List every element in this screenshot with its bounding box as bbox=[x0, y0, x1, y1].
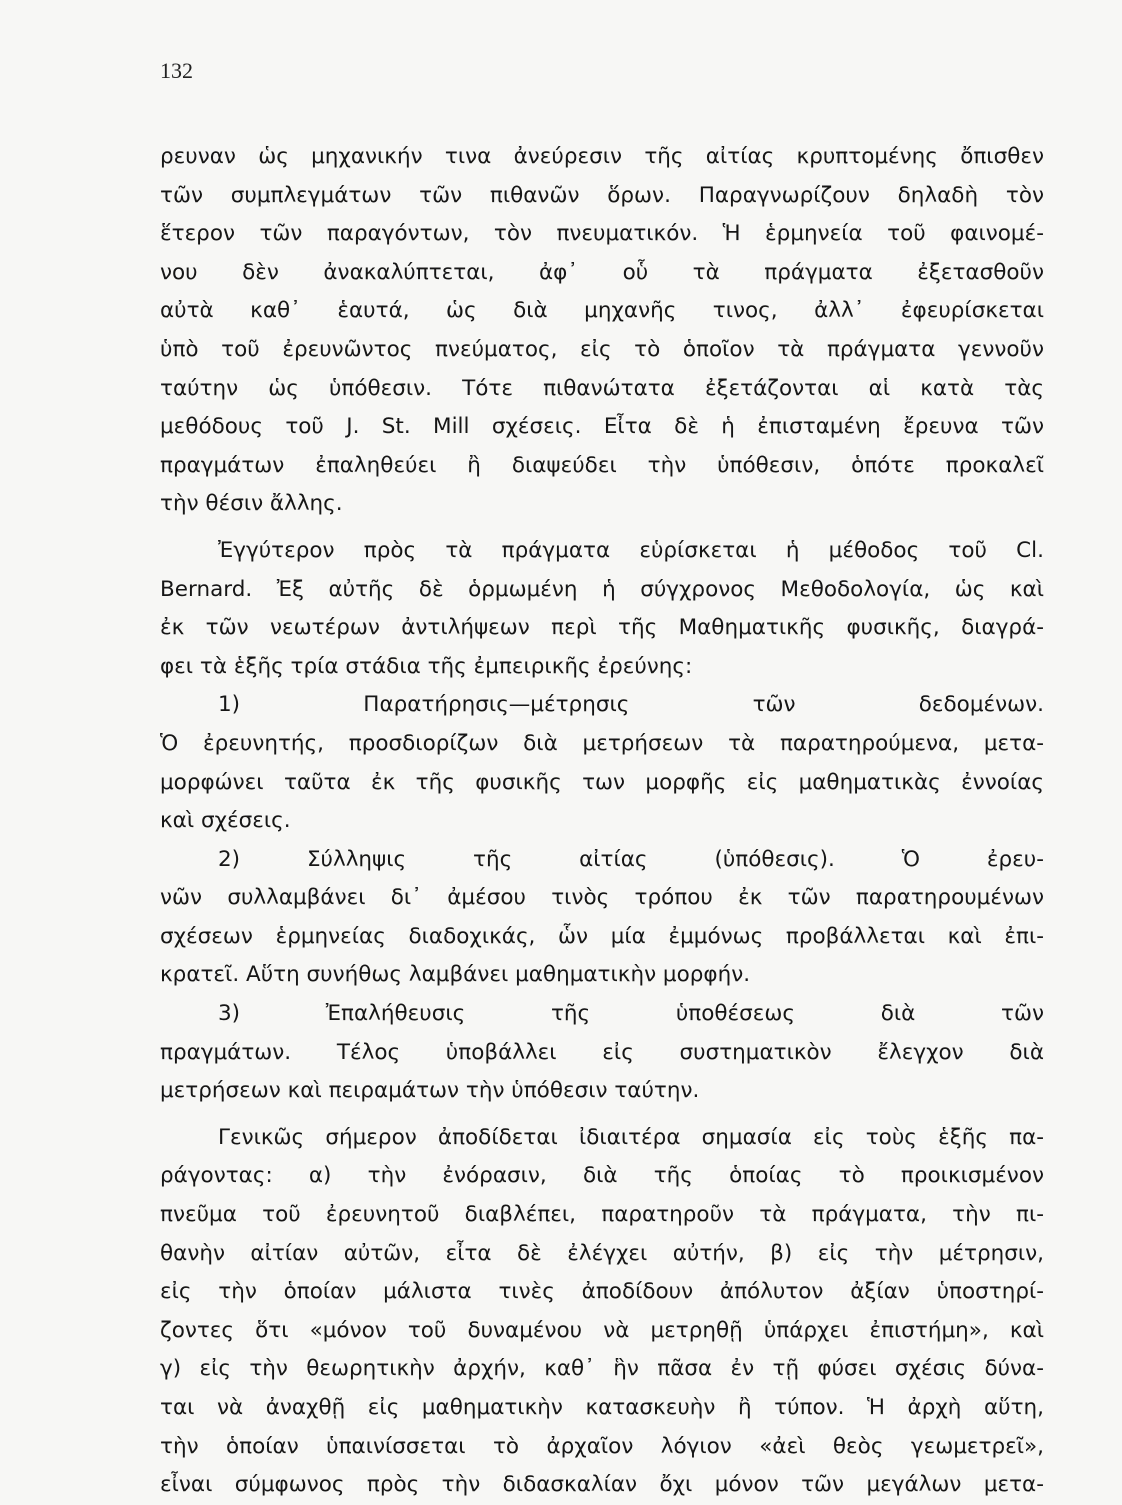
text-line: κρατεῖ. Αὕτη συνήθως λαμβάνει μαθηματικὴν μορφήν. bbox=[160, 962, 751, 988]
body-text bbox=[160, 138, 1044, 1505]
text-line: Ἐγγύτερον πρὸς τὰ πράγματα εὑρίσκεται ἡ μέθοδος τοῦ Cl. bbox=[218, 537, 1044, 563]
text-line: ρευναν ὡς μηχανικήν τινα ἀνεύρεσιν τῆς αἰτίας κρυπτομένης ὄπισθεν bbox=[160, 144, 1044, 169]
text-line: μορφώνει ταῦτα ἐκ τῆς φυσικῆς των μορφῆς εἰς μαθηματικὰς ἐννοίας bbox=[160, 769, 1044, 795]
text-line: νου δὲν ἀνακαλύπτεται, ἀφ᾽ οὗ τὰ πράγματα ἐξετασθοῦν bbox=[160, 259, 1044, 285]
text-line: ράγοντας: α) τὴν ἐνόρασιν, διὰ τῆς ὁποίας τὸ προικισμένον bbox=[160, 1163, 1044, 1189]
paragraph-gap bbox=[160, 524, 1044, 532]
text-line: εἰς τὴν ὁποίαν μάλιστα τινὲς ἀποδίδουν ἀπόλυτον ἀξίαν ὑποστηρί- bbox=[160, 1279, 1044, 1305]
text-line: θανὴν αἰτίαν αὐτῶν, εἶτα δὲ ἐλέγχει αὐτήν, β) εἰς τὴν μέτρησιν, bbox=[160, 1240, 1044, 1266]
text-line: ὑπὸ τοῦ ἐρευνῶντος πνεύματος, εἰς τὸ ὁποῖον τὰ πράγματα γεννοῦν bbox=[160, 336, 1044, 362]
text-line: Γενικῶς σήμερον ἀποδίδεται ἰδιαιτέρα σημασία εἰς τοὺς ἑξῆς πα- bbox=[218, 1124, 1044, 1150]
text-line: αὐτὰ καθ᾽ ἑαυτά, ὡς διὰ μηχανῆς τινος, ἀλλ᾽ ἐφευρίσκεται bbox=[160, 298, 1044, 324]
text-line: τὴν ὁποίαν ὑπαινίσσεται τὸ ἀρχαῖον λόγιον «ἀεὶ θεὸς γεωμετρεῖ», bbox=[160, 1433, 1044, 1459]
paragraph-gap bbox=[160, 1111, 1044, 1119]
text-line: μετρήσεων καὶ πειραμάτων τὴν ὑπόθεσιν ταύτην. bbox=[160, 1078, 700, 1104]
text-line: ταύτην ὡς ὑπόθεσιν. Τότε πιθανώτατα ἐξετάζονται αἱ κατὰ τὰς bbox=[160, 375, 1044, 401]
text-line: 2) Σύλληψις τῆς αἰτίας (ὑπόθεσις). Ὁ ἐρευ- bbox=[218, 846, 1044, 872]
text-line: ἐκ τῶν νεωτέρων ἀντιλήψεων περὶ τῆς Μαθηματικῆς φυσικῆς, διαγρά- bbox=[160, 615, 1044, 641]
text-line: πραγμάτων. Τέλος ὑποβάλλει εἰς συστηματικὸν ἔλεγχον διὰ bbox=[160, 1039, 1044, 1065]
text-line: νῶν συλλαμβάνει δι᾽ ἀμέσου τινὸς τρόπου ἐκ τῶν παρατηρουμένων bbox=[160, 885, 1044, 911]
text-line: μεθόδους τοῦ J. St. Mill σχέσεις. Εἶτα δὲ ἡ ἐπισταμένη ἔρευνα τῶν bbox=[160, 414, 1044, 440]
text-line: 1) Παρατήρησις—μέτρησις τῶν δεδομένων. bbox=[218, 692, 1044, 718]
text-line: φει τὰ ἑξῆς τρία στάδια τῆς ἐμπειρικῆς ἐρεύνης: bbox=[160, 653, 693, 679]
text-line: τὴν θέσιν ἄλλης. bbox=[160, 491, 343, 517]
text-line: πραγμάτων ἐπαληθεύει ἢ διαψεύδει τὴν ὑπόθεσιν, ὁπότε προκαλεῖ bbox=[160, 452, 1044, 478]
text-line: Ὁ ἐρευνητής, προσδιορίζων διὰ μετρήσεων τὰ παρατηρούμενα, μετα- bbox=[160, 730, 1044, 756]
text-line: ἕτερον τῶν παραγόντων, τὸν πνευματικόν. Ἡ ἑρμηνεία τοῦ φαινομέ- bbox=[160, 221, 1044, 247]
text-line: πνεῦμα τοῦ ἐρευνητοῦ διαβλέπει, παρατηροῦν τὰ πράγματα, τὴν πι- bbox=[160, 1202, 1044, 1228]
page-number: 132 bbox=[160, 58, 193, 83]
text-line: τῶν συμπλεγμάτων τῶν πιθανῶν ὅρων. Παραγνωρίζουν δηλαδὴ τὸν bbox=[160, 182, 1044, 208]
text-line: καὶ σχέσεις. bbox=[160, 808, 291, 834]
text-line: ται νὰ ἀναχθῇ εἰς μαθηματικὴν κατασκευὴν ἢ τύπον. Ἡ ἀρχὴ αὕτη, bbox=[160, 1395, 1044, 1420]
text-line: εἶναι σύμφωνος πρὸς τὴν διδασκαλίαν ὄχι μόνον τῶν μεγάλων μετα- bbox=[160, 1472, 1044, 1498]
text-line: Bernard. Ἐξ αὐτῆς δὲ ὁρμωμένη ἡ σύγχρονος Μεθοδολογία, ὡς καὶ bbox=[160, 576, 1044, 602]
text-line: 3) Ἐπαλήθευσις τῆς ὑποθέσεως διὰ τῶν bbox=[218, 1001, 1044, 1027]
text-line: γ) εἰς τὴν θεωρητικὴν ἀρχήν, καθ᾽ ἣν πᾶσα ἐν τῇ φύσει σχέσις δύνα- bbox=[160, 1356, 1044, 1382]
text-line: σχέσεων ἑρμηνείας διαδοχικάς, ὧν μία ἐμμόνως προβάλλεται καὶ ἐπι- bbox=[160, 923, 1044, 949]
text-line: ζοντες ὅτι «μόνον τοῦ δυναμένου νὰ μετρηθῇ ὑπάρχει ἐπιστήμη», καὶ bbox=[160, 1317, 1044, 1343]
